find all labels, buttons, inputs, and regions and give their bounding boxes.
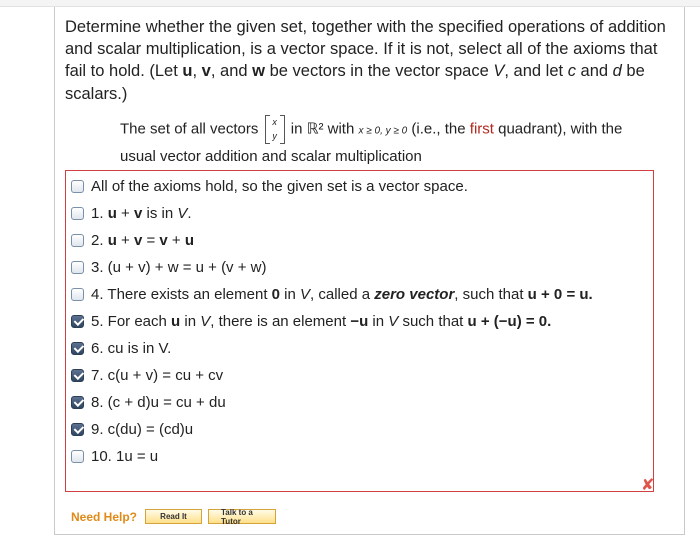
option-8[interactable] xyxy=(71,390,646,414)
vector-v: v xyxy=(201,62,211,81)
option-label: 7. c(u + v) = cu + cv xyxy=(91,366,224,384)
option-7[interactable] xyxy=(71,363,646,387)
option-label xyxy=(91,313,551,330)
question-part: , xyxy=(192,62,202,81)
text: , such that xyxy=(454,285,528,303)
text: in xyxy=(180,312,201,330)
vec-u: u xyxy=(107,231,117,249)
option-label xyxy=(91,232,194,249)
option-num: 1. xyxy=(91,204,108,222)
first-word: first xyxy=(469,120,494,138)
option-1[interactable] xyxy=(71,201,646,225)
space-v: V xyxy=(177,204,188,222)
set-paren-open: (i.e., the xyxy=(407,120,470,138)
vec-v: v xyxy=(133,204,143,222)
space-v: V xyxy=(300,285,311,303)
answer-options xyxy=(65,170,654,492)
top-nav-strip xyxy=(0,0,700,7)
question-part: be scalars.) xyxy=(65,62,645,103)
vec-u: u xyxy=(107,204,117,222)
option-9[interactable] xyxy=(71,417,646,441)
question-panel xyxy=(54,7,685,535)
vector-y: y xyxy=(272,131,277,141)
option-2[interactable] xyxy=(71,228,646,252)
question-part: be vectors in the vector space xyxy=(265,62,494,81)
vec-v: v xyxy=(159,231,168,249)
checkbox-checked[interactable] xyxy=(71,342,84,355)
equation: u + (−u) = 0. xyxy=(467,312,552,330)
option-label: 9. c(du) = (cd)u xyxy=(91,420,194,438)
question-text xyxy=(65,16,675,105)
set-description xyxy=(120,115,680,144)
text: , there is an element xyxy=(210,312,351,330)
checkbox-checked[interactable] xyxy=(71,315,84,328)
checkbox-checked[interactable] xyxy=(71,396,84,409)
option-num: 2. xyxy=(91,231,108,249)
vector-x: x xyxy=(272,117,277,127)
checkbox[interactable] xyxy=(71,261,84,274)
option-4[interactable] xyxy=(71,282,646,306)
option-label: All of the axioms hold, so the given set is a vector space. xyxy=(91,177,468,195)
text: 5. For each xyxy=(91,312,172,330)
checkbox[interactable] xyxy=(71,207,84,220)
set-prefix: The set of all vectors xyxy=(120,120,263,138)
text: 4. There exists an element xyxy=(91,285,272,303)
checkbox[interactable] xyxy=(71,450,84,463)
scalar-d: d xyxy=(612,62,622,81)
set-description-line2: usual vector addition and scalar multiplication xyxy=(120,148,422,165)
column-vector xyxy=(265,115,285,144)
space-v: V xyxy=(493,62,505,81)
vec-u: u xyxy=(171,312,181,330)
question-part: and xyxy=(575,62,613,81)
read-it-button[interactable]: Read It xyxy=(145,509,202,524)
question-part: Determine whether the given set, together with the specified operations of addition and scalar multiplication, is a vector space. If it is not, select all of the axioms that fail to hold. (Let xyxy=(65,18,666,81)
text: in xyxy=(368,312,389,330)
space-v: V xyxy=(388,312,399,330)
talk-to-tutor-button[interactable]: Talk to a Tutor xyxy=(208,509,276,524)
question-part: , and let xyxy=(504,62,568,81)
scalar-c: c xyxy=(567,62,576,81)
question-part: , and xyxy=(210,62,253,81)
option-6[interactable] xyxy=(71,336,646,360)
set-paren-close: quadrant), with the xyxy=(493,120,623,138)
op: + xyxy=(167,231,185,249)
text: , called a xyxy=(310,285,375,303)
text: such that xyxy=(398,312,468,330)
option-label xyxy=(91,286,593,303)
checkbox[interactable] xyxy=(71,288,84,301)
option-label: 6. cu is in V. xyxy=(91,339,172,357)
op: + xyxy=(116,231,134,249)
op: + xyxy=(116,204,134,222)
vector-w: w xyxy=(252,62,265,81)
option-3[interactable] xyxy=(71,255,646,279)
help-bar xyxy=(71,509,282,524)
vec-v: v xyxy=(133,231,143,249)
vec-u: u xyxy=(184,231,195,249)
equation: u + 0 = u. xyxy=(527,285,593,303)
space-v: V xyxy=(200,312,211,330)
option-all-hold[interactable] xyxy=(71,174,646,198)
op: . xyxy=(187,204,192,222)
need-help-label: Need Help? xyxy=(71,509,138,524)
op: is in xyxy=(142,204,178,222)
neg-u: −u xyxy=(350,312,369,330)
set-condition: x ≥ 0, y ≥ 0 xyxy=(358,125,408,137)
vector-u: u xyxy=(182,62,193,81)
zero-vec: 0 xyxy=(271,285,280,303)
option-5[interactable] xyxy=(71,309,646,333)
option-10[interactable] xyxy=(71,444,646,468)
op: = xyxy=(142,231,160,249)
option-label xyxy=(91,205,192,222)
zero-vector-term: zero vector xyxy=(374,285,455,303)
checkbox[interactable] xyxy=(71,180,84,193)
checkbox[interactable] xyxy=(71,234,84,247)
option-label: 8. (c + d)u = cu + du xyxy=(91,393,226,411)
incorrect-x-icon: ✘ xyxy=(641,477,655,494)
checkbox-checked[interactable] xyxy=(71,423,84,436)
text: in xyxy=(280,285,301,303)
checkbox-checked[interactable] xyxy=(71,369,84,382)
option-label: 3. (u + v) + w = u + (v + w) xyxy=(91,258,267,276)
set-in-r2: in ℝ² with xyxy=(286,120,359,138)
option-label: 10. 1u = u xyxy=(91,447,159,465)
